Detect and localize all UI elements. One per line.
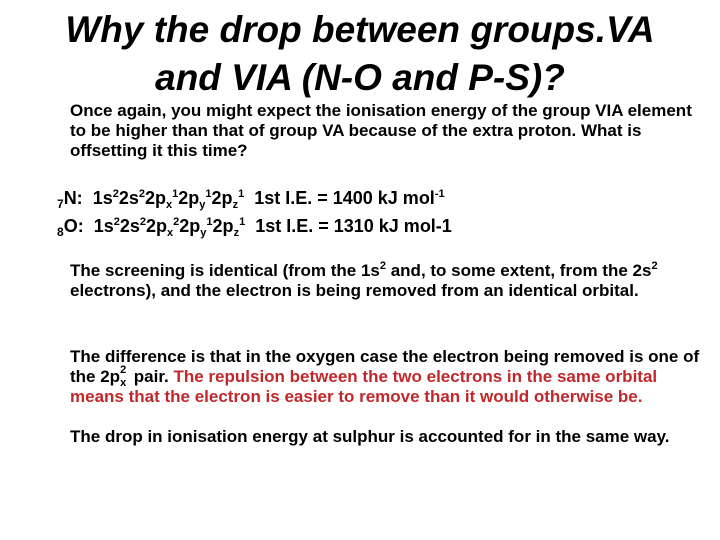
config-term: 1s: [92, 188, 113, 208]
title-line-1: Why the drop between groups.VA: [65, 9, 655, 50]
electron-count: 1: [238, 188, 245, 200]
config-term: 2p: [145, 188, 167, 208]
nitrogen-ionisation-energy: 1st I.E. = 1400 kJ mol: [254, 188, 435, 208]
orbital-superscript: 2: [120, 364, 127, 376]
electron-count: 1: [239, 216, 246, 228]
oxygen-configuration: [57, 213, 697, 241]
nitrogen-atomic-number: 7: [57, 197, 64, 211]
config-term: 2p: [178, 188, 200, 208]
difference-text-2: pair.: [129, 367, 174, 386]
electron-count: 2: [173, 216, 180, 228]
electron-count: 1: [206, 216, 213, 228]
config-term: 2s: [118, 188, 139, 208]
config-term: 2p: [146, 216, 168, 236]
screening-exponent-1: 2: [379, 260, 386, 272]
oxygen-symbol: O:: [63, 216, 84, 236]
electron-count: 1: [172, 188, 179, 200]
orbital-subscript: x: [167, 227, 174, 239]
electron-configurations: [57, 185, 697, 241]
config-term: 2s: [119, 216, 140, 236]
title-line-2: and VIA (N-O and P-S)?: [155, 57, 565, 98]
repulsion-highlight: The repulsion between the two electrons in the same orbital means that the electron is easier to remove than it would otherwise be.: [70, 367, 658, 406]
orbital-subscript: z: [233, 227, 240, 239]
screening-text-3: electrons), and the electron is being removed from an identical orbital.: [70, 281, 639, 300]
electron-count: 2: [113, 216, 120, 228]
intro-paragraph: Once again, you might expect the ionisation energy of the group VIA element to be higher than that of group VA because of the extra proton. What is offsetting it this time?: [70, 101, 692, 160]
oxygen-atomic-number: 8: [57, 225, 64, 239]
oxygen-ionisation-energy: 1st I.E. = 1310 kJ mol-1: [255, 216, 452, 236]
config-term: 1s: [93, 216, 114, 236]
orbital-notation: [120, 364, 129, 389]
slide-title: [0, 6, 720, 102]
orbital-subscript: x: [120, 377, 127, 389]
orbital-subscript: z: [232, 199, 239, 211]
nitrogen-configuration: [57, 185, 697, 213]
screening-text-1: The screening is identical (from the 1s: [70, 261, 380, 280]
closing-paragraph: The drop in ionisation energy at sulphur is accounted for in the same way.: [70, 427, 670, 446]
nitrogen-symbol: N:: [63, 188, 83, 208]
unit-exponent: -1: [434, 188, 445, 200]
screening-text-2: and, to some extent, from the 2s: [386, 261, 652, 280]
config-term: 2p: [179, 216, 201, 236]
screening-exponent-2: 2: [651, 260, 658, 272]
config-term: 2p: [212, 216, 234, 236]
electron-count: 1: [205, 188, 212, 200]
orbital-subscript: y: [199, 199, 206, 211]
orbital-subscript: x: [166, 199, 173, 211]
electron-count: 2: [138, 188, 146, 200]
screening-paragraph: [70, 261, 700, 301]
config-term: 2p: [211, 188, 233, 208]
difference-text-1: The difference is that in the oxygen case the electron being removed is one of the 2p: [70, 347, 700, 386]
electron-count: 2: [112, 188, 119, 200]
orbital-subscript: y: [200, 227, 207, 239]
difference-paragraph: [70, 347, 700, 407]
electron-count: 2: [139, 216, 147, 228]
